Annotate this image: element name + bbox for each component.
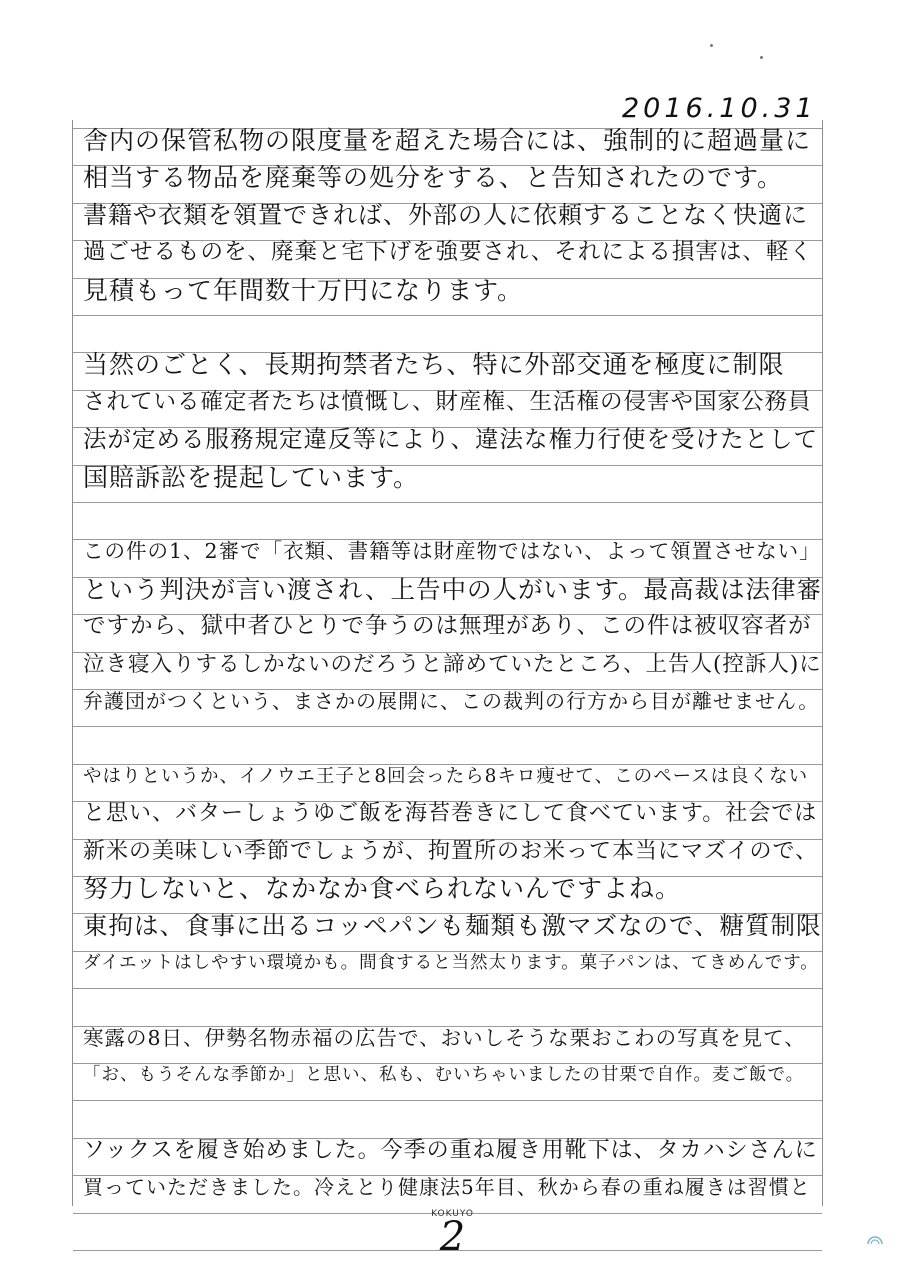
text-line bbox=[73, 982, 822, 1019]
text-line: この件の1、2審で「衣類、書籍等は財産物ではない、よって領置させない」 bbox=[83, 539, 821, 564]
text-line: 相当する物品を廃棄等の処分をする、と告知されたのです。 bbox=[83, 163, 784, 193]
text-line: ですから、獄中者ひとりで争うのは無理があり、この件は被収容者が bbox=[83, 613, 812, 640]
speck bbox=[710, 44, 713, 47]
text-line: やはりというか、イノウエ王子と8回会ったら8キロ痩せて、このペースは良くない bbox=[83, 765, 809, 787]
text-line: と思い、バターしょうゆご飯を海苔巻きにして食べています。社会では bbox=[83, 801, 818, 827]
text-line: 東拘は、食事に出るコッペパンも麺類も激マズなので、糖質制限 bbox=[83, 911, 822, 941]
text-line: 法が定める服務規定違反等により、違法な権力行使を受けたとして bbox=[83, 425, 818, 454]
date: 2016.10.31 bbox=[622, 93, 817, 124]
text-line: 「お、もうそんな季節か」と思い、私も、むいちゃいましたの甘栗で自作。麦ご飯で。 bbox=[83, 1065, 805, 1085]
text-line: ソックスを履き始めました。今季の重ね履き用靴下は、タカハシさんに bbox=[83, 1137, 818, 1163]
text-line bbox=[73, 309, 822, 346]
speck bbox=[760, 56, 763, 59]
page-number: 2 bbox=[439, 1214, 466, 1260]
text-line: ダイエットはしやすい環境かも。間食すると当然太ります。菓子パンは、てきめんです。 bbox=[83, 952, 819, 973]
lined-sheet bbox=[72, 120, 823, 1206]
text-line: 当然のごとく、長期拘禁者たち、特に外部交通を極度に制限 bbox=[83, 350, 785, 380]
text-line: 新米の美味しい季節でしょうが、拘置所のお米って本当にマズイので、 bbox=[83, 838, 819, 864]
text-line: 努力しないと、なかなか食べられないんですよね。 bbox=[83, 874, 682, 903]
text-line: 買っていただきました。冷えとり健康法5年目、秋から春の重ね履きは習慣と bbox=[83, 1175, 811, 1200]
text-line bbox=[73, 496, 822, 533]
corner-mark-icon bbox=[866, 1232, 884, 1246]
text-line: 過ごせるものを、廃棄と宅下げを強要され、それによる損害は、軽く bbox=[83, 239, 813, 266]
text-line: という判決が言い渡され、上告中の人がいます。最高裁は法律審 bbox=[83, 574, 822, 604]
text-line: 泣き寝入りするしかないのだろうと諦めていたところ、上告人(控訴人)に bbox=[83, 651, 822, 677]
brand-label: KOKUYO bbox=[431, 1209, 474, 1219]
text-line: 書籍や衣類を領置できれば、外部の人に依頼することなく快適に bbox=[83, 200, 808, 229]
text-line bbox=[73, 720, 822, 757]
text-line: 弁護団がつくという、まさかの展開に、この裁判の行方から目が離せません。 bbox=[83, 689, 820, 713]
text-line: 寒露の8日、伊勢名物赤福の広告で、おいしそうな栗おこわの写真を見て、 bbox=[83, 1025, 806, 1050]
text-line: 舎内の保管私物の限度量を超えた場合には、強制的に超過量に bbox=[83, 126, 812, 155]
text-line: されている確定者たちは憤慨し、財産権、生活権の侵害や国家公務員 bbox=[83, 388, 812, 415]
text-line bbox=[73, 1094, 822, 1131]
text-line: 国賠訴訟を提起しています。 bbox=[83, 462, 420, 492]
text-line: 見積もって年間数十万円になります。 bbox=[83, 275, 524, 305]
